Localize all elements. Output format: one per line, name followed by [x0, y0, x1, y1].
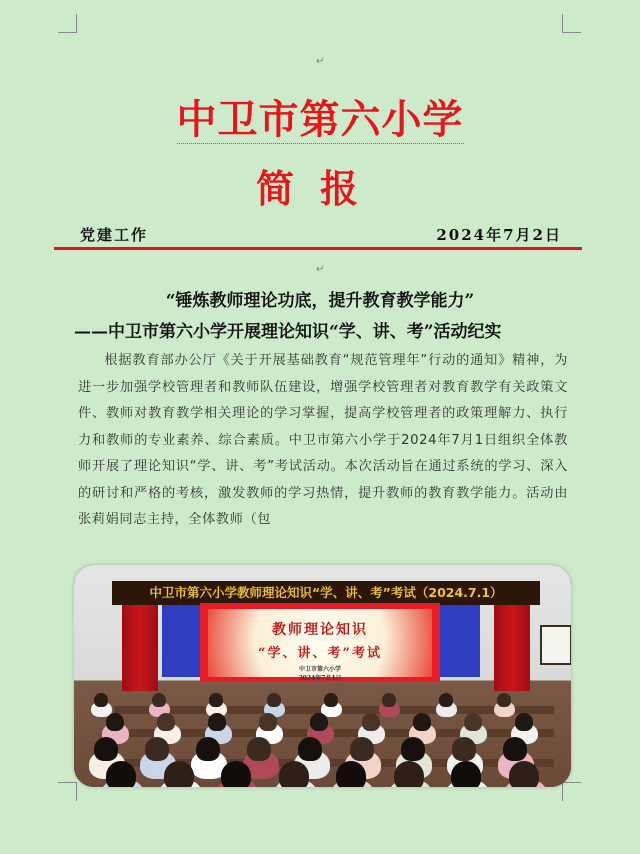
photo-person-head	[279, 761, 309, 787]
paragraph-mark-icon: ↵	[316, 56, 325, 67]
photo-person-head	[324, 693, 338, 707]
photo-person-head	[152, 693, 166, 707]
article-body: 根据教育部办公厅《关于开展基础教育“规范管理年”行动的通知》精神，为进一步加强学校管理者和教师队伍建设，增强学校管理者对教育教学有关政策文件、教师对教育教学相关理论的学习掌握，提高学校管理者的政策理解力、执行力和教师的专业素养、综合素质。中卫市第六小学于2024年7月1日组织全体教师开展了理论知识“学、讲、考”考试活动。本次活动旨在通过系统的学习、深入的研讨和严格的考核，激发教师的学习热情，提升教师的教育教学能力。活动由张莉娟同志主持，全体教师（包	[78, 353, 568, 527]
event-photo	[74, 565, 571, 787]
photo-screen	[200, 603, 440, 681]
photo-person-head	[208, 713, 226, 731]
photo-panel-right	[440, 605, 480, 677]
screen-date: 2024年7月1日	[298, 675, 342, 682]
photo-person-head	[298, 737, 322, 761]
photo-person-head	[382, 693, 396, 707]
photo-person-head	[413, 713, 431, 731]
photo-curtain-right	[494, 595, 530, 691]
photo-panel-left	[162, 605, 202, 677]
photo-wall-frame	[540, 625, 571, 665]
photo-banner: 中卫市第六小学教师理论知识“学、讲、考”考试（2024.7.1）	[112, 581, 540, 605]
photo-person-head	[94, 693, 108, 707]
photo-person-head	[350, 737, 374, 761]
photo-person-head	[94, 737, 118, 761]
school-name-text: 中卫市第六小学	[176, 96, 464, 143]
photo-person-head	[310, 713, 328, 731]
photo-person-head	[106, 713, 124, 731]
photo-person-head	[503, 737, 527, 761]
photo-person-head	[439, 693, 453, 707]
photo-person-head	[164, 761, 194, 787]
photo-person-head	[497, 693, 511, 707]
crop-mark-top-right	[562, 14, 581, 33]
photo-person-head	[452, 737, 476, 761]
screen-title: 教师理论知识	[272, 622, 368, 638]
header-divider	[54, 247, 582, 250]
photo-person-head	[209, 693, 223, 707]
issue-date: 2024年7月2日	[436, 226, 562, 244]
article-title: “锤炼教师理论功底，提升教育教学能力”	[165, 291, 475, 311]
article-subtitle: ——中卫市第六小学开展理论知识“学、讲、考”活动纪实	[74, 322, 502, 342]
photo-person-head	[401, 737, 425, 761]
crop-mark-top-left	[58, 14, 77, 33]
photo-person-head	[221, 761, 251, 787]
photo-person-head	[259, 713, 277, 731]
photo-person-head	[157, 713, 175, 731]
photo-person-head	[336, 761, 366, 787]
photo-person-head	[247, 737, 271, 761]
doc-type-title: 简报	[255, 166, 384, 211]
photo-person-head	[196, 737, 220, 761]
photo-person-head	[509, 761, 539, 787]
photo-person-head	[362, 713, 380, 731]
photo-person-head	[394, 761, 424, 787]
photo-person-head	[451, 761, 481, 787]
photo-person-head	[267, 693, 281, 707]
photo-person-head	[464, 713, 482, 731]
column-label: 党建工作	[80, 226, 149, 244]
photo-screen-content	[208, 609, 432, 682]
photo-person-head	[515, 713, 533, 731]
school-name	[0, 88, 640, 145]
paragraph-mark-icon: ↵	[316, 264, 325, 275]
photo-person-head	[145, 737, 169, 761]
screen-subtitle: “学、讲、考”考试	[258, 646, 382, 661]
screen-org: 中卫市第六小学	[298, 666, 341, 673]
photo-person-head	[106, 761, 136, 787]
photo-curtain-left	[122, 595, 158, 691]
